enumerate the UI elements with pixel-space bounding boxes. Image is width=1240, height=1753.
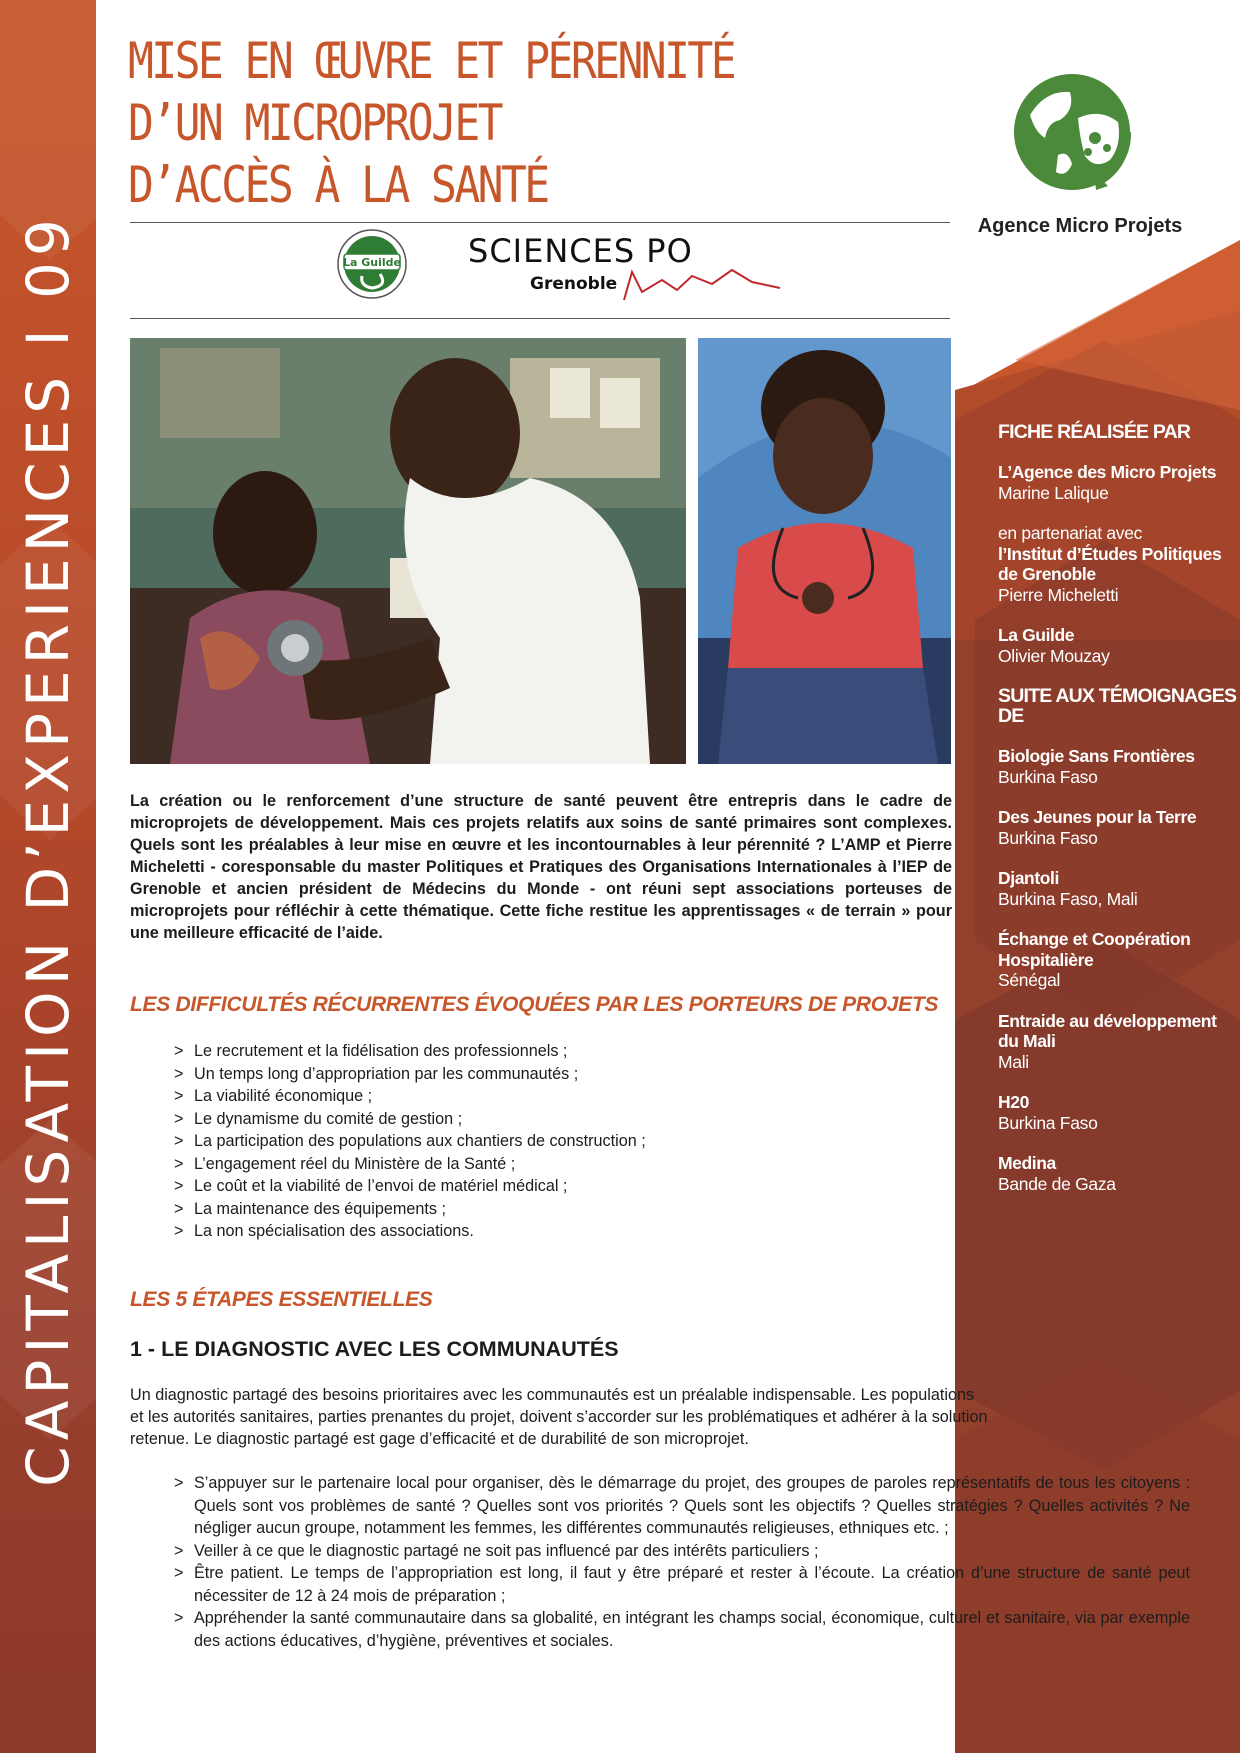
credit-org: L’Agence des Micro Projets — [998, 462, 1217, 482]
intro-paragraph: La création ou le renforcement d’une structure de santé peuvent être entrepris dans le cadre de microprojets de développement. Mais ces projets relatifs aux soins de santé primaires sont complexes. Quels sont les préalables à leur mise en œuvre et les incontournables à leur pérennité ? L’AMP et Pierre Micheletti - coresponsable du master Politiques et Pratiques des Organisations Internationales à l’IEP de Grenoble et ancien président de Médecins du Monde - ont réuni sept associations porteuses de microprojets pour réfléchir à cette thématique. Cette fiche restitue les apprentissages « de terrain » pour une meilleure efficacité de l’aide. — [130, 792, 952, 942]
org-block — [998, 1153, 1238, 1194]
step1-heading: 1 - LE DIAGNOSTIC AVEC LES COMMUNAUTÉS — [130, 1337, 619, 1361]
org-country: Sénégal — [998, 970, 1061, 990]
list-item: > La maintenance des équipements ; — [174, 1198, 774, 1221]
credit-person: Pierre Micheletti — [998, 584, 1119, 605]
left-band — [0, 0, 96, 1753]
list-item: > Un temps long d’appropriation par les communautés ; — [174, 1063, 774, 1086]
list-item: > Le coût et la viabilité de l’envoi de matériel médical ; — [174, 1175, 774, 1198]
photo-child-stethoscope — [698, 338, 951, 764]
page-title — [128, 30, 833, 216]
org-country: Bande de Gaza — [998, 1173, 1116, 1194]
sciences-po-city: Grenoble — [530, 274, 618, 294]
list-item: > L’engagement réel du Ministère de la Santé ; — [174, 1153, 774, 1176]
org-country: Burkina Faso, Mali — [998, 888, 1138, 909]
title-line: D’ACCÈS À LA SANTÉ — [128, 156, 548, 214]
paragraph-line: Un diagnostic partagé des besoins prioritaires avec les communautés est un préalable indispensable. Les populations — [130, 1386, 975, 1404]
credit-person: Olivier Mouzay — [998, 645, 1110, 666]
list-item: > Le recrutement et la fidélisation des professionnels ; — [174, 1040, 774, 1063]
title-line: MISE EN ŒUVRE ET PÉRENNITÉ D’UN MICROPROJET — [128, 32, 735, 152]
steps-heading: LES 5 ÉTAPES ESSENTIELLES — [130, 1288, 433, 1311]
title-divider — [130, 222, 950, 223]
org-name: Entraide au développement du Mali — [998, 1010, 1217, 1051]
difficulties-heading: LES DIFFICULTÉS RÉCURRENTES ÉVOQUÉES PAR LES PORTEURS DE PROJETS — [130, 993, 939, 1016]
org-block — [998, 807, 1238, 848]
list-item: > Être patient. Le temps de l’appropriation est long, il faut y être préparé et rester à l’écoute. La création d’une structure de santé peut nécessiter de 12 à 24 mois de préparation ; — [174, 1562, 1190, 1607]
list-item: > Le dynamisme du comité de gestion ; — [174, 1108, 774, 1131]
credits-sidebar — [998, 422, 1238, 1214]
org-name: Medina — [998, 1153, 1056, 1173]
org-country: Burkina Faso — [998, 827, 1098, 848]
sciences-po-mountain-icon — [622, 262, 782, 302]
org-name: Échange et Coopération Hospitalière — [998, 929, 1191, 970]
org-block — [998, 868, 1238, 909]
step1-paragraph — [130, 1384, 1080, 1450]
paragraph-line: et les autorités sanitaires, parties prenantes du projet, doivent s’accorder sur les problématiques et adhérer à la solution — [130, 1408, 988, 1426]
list-item: > La non spécialisation des associations. — [174, 1220, 774, 1243]
list-item: > S’appuyer sur le partenaire local pour organiser, dès le démarrage du projet, des groupes de paroles représentatifs de tous les citoyens : Quels sont vos problèmes de santé ? Quelles sont vos priorités ? Quels sont les objectifs ? Quelles stratégies ? Quelles activités ? Ne négliger aucun groupe, notamment les femmes, les différentes communautés religieuses, ethniques etc. ; — [174, 1472, 1190, 1540]
sciences-po-logo: SCIENCES PO — [468, 232, 693, 270]
credit-block — [998, 625, 1238, 666]
credit-org: La Guilde — [998, 625, 1075, 645]
credit-prefix: en partenariat avec — [998, 523, 1143, 543]
la-guilde-logo-text: La Guilde — [343, 256, 401, 269]
list-item: > La viabilité économique ; — [174, 1085, 774, 1108]
credits-heading: FICHE RÉALISÉE PAR — [998, 421, 1191, 443]
credit-block — [998, 523, 1238, 605]
org-name: H20 — [998, 1092, 1029, 1112]
org-block — [998, 1092, 1238, 1133]
diagnostic-list — [174, 1472, 1190, 1652]
org-name: Biologie Sans Frontières — [998, 746, 1195, 766]
org-country: Mali — [998, 1051, 1029, 1072]
vertical-series-title: CAPITALISATION D’EXPERIENCES I 09 — [14, 213, 82, 1487]
org-block — [998, 746, 1238, 787]
list-item: > Appréhender la santé communautaire dans sa globalité, en intégrant les champs social, économique, culturel et sanitaire, via par exemple des actions éducatives, d’hygiène, préventives et sociales. — [174, 1607, 1190, 1652]
org-block — [998, 1011, 1238, 1073]
credit-block — [998, 462, 1238, 503]
list-item: > Veiller à ce que le diagnostic partagé ne soit pas influencé par des intérêts particuliers ; — [174, 1540, 1190, 1563]
org-name: Des Jeunes pour la Terre — [998, 807, 1197, 827]
org-name: Djantoli — [998, 868, 1059, 888]
difficulties-list — [174, 1040, 774, 1243]
list-item: > La participation des populations aux chantiers de construction ; — [174, 1130, 774, 1153]
org-country: Burkina Faso — [998, 1112, 1098, 1133]
la-guilde-logo — [336, 228, 408, 300]
globe-arrow-icon — [1000, 60, 1150, 210]
testimonies-heading: SUITE AUX TÉMOIGNAGES DE — [998, 685, 1237, 727]
photo-nurse-patient — [130, 338, 686, 764]
credit-person: Marine Lalique — [998, 482, 1109, 503]
org-country: Burkina Faso — [998, 766, 1098, 787]
amp-name: Agence Micro Projets — [977, 215, 1183, 237]
logo-divider — [130, 318, 950, 319]
org-block — [998, 929, 1238, 991]
paragraph-line: retenue. Le diagnostic partagé est gage d’efficacité et de durabilité de son microprojet. — [130, 1430, 749, 1448]
credit-org: l’Institut d’Études Politiques de Grenoble — [998, 543, 1222, 584]
